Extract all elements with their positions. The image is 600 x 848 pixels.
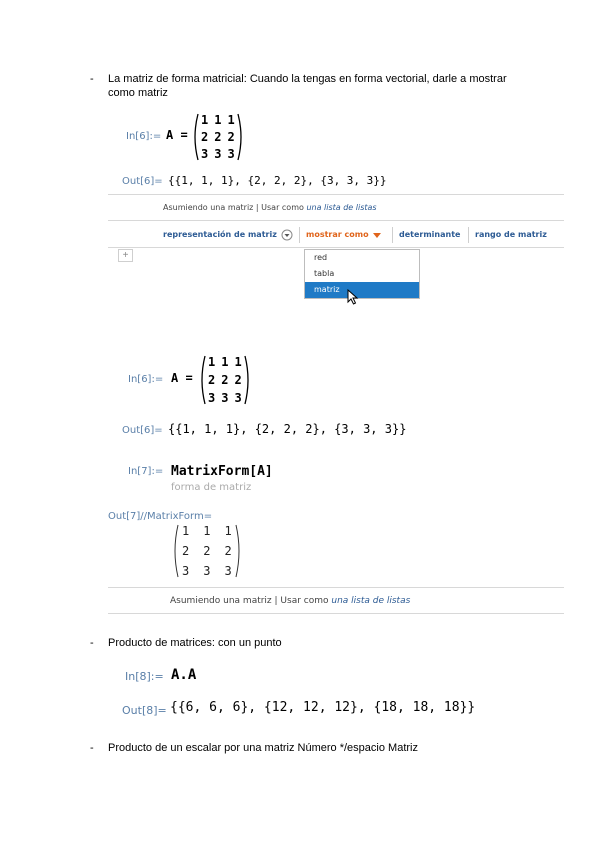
matrix-cell: 2 [224,544,232,558]
matrix-grid [179,524,235,578]
bullet-text-matriz-forma: La matriz de forma matricial: Cuando la tengas en forma vectorial, darle a mostrar como matriz [108,73,507,99]
input7-label: In[7]:= [128,466,164,477]
matrix-cell: 1 [208,355,216,369]
tab-label: representación de matriz [163,230,277,239]
output8-value: {{6, 6, 6}, {12, 12, 12}, {18, 18, 18}} [170,700,476,715]
tab-mostrar-como[interactable] [300,227,393,243]
input7-hint: forma de matriz [171,482,252,493]
matrix-display [198,355,252,405]
assumption-link[interactable]: una lista de listas [306,203,377,212]
right-paren-icon [244,355,252,405]
wolfram-bar-divider [108,587,564,588]
wolfram-bar-bottom-divider [108,613,564,614]
mouse-cursor-icon [347,289,359,305]
tab-label: rango de matriz [475,230,547,239]
assumption-hint [163,203,377,212]
matrixform-display [171,524,243,578]
left-paren-icon [171,524,179,578]
input7-code: MatrixForm[A] [171,464,273,479]
output-value: {{1, 1, 1}, {2, 2, 2}, {3, 3, 3}} [168,422,407,436]
wolfram-bar-divider [108,194,564,195]
tabs-bottom-divider [108,247,564,248]
bullet-dash: - [90,742,94,754]
matrix-display [191,113,245,161]
matrix-cell: 3 [203,564,211,578]
output-label: Out[6]= [122,425,163,436]
input8-code: A.A [171,667,197,683]
matrix-cell: 1 [201,113,209,127]
assumption-text: Asumiendo una matriz | Usar como [163,203,304,212]
matrix-cell: 1 [234,355,242,369]
add-plus-button[interactable]: + [118,249,133,262]
dropdown-item-matriz[interactable]: matriz [305,282,419,298]
matrix-grid [206,355,244,405]
matrix-cell: 2 [203,544,211,558]
matrix-cell: 3 [234,391,242,405]
left-paren-icon [198,355,206,405]
dropdown-circle-icon [281,229,293,241]
tabs-divider [108,220,564,221]
tab-label: determinante [399,230,461,239]
matrix-cell: 3 [201,147,209,161]
matrix-cell: 1 [227,113,235,127]
matrix-cell: 2 [201,130,209,144]
output8-label: Out[8]= [122,704,167,717]
matrix-grid [199,113,237,161]
matrix-cell: 3 [221,391,229,405]
right-paren-icon [235,524,243,578]
assumption-link[interactable]: una lista de listas [331,596,411,606]
matrix-cell: 1 [221,355,229,369]
bullet-text-producto-escalar: Producto de un escalar por una matriz Número */espacio Matriz [108,742,418,754]
tab-determinante[interactable] [393,227,469,243]
output7-label: Out[7]//MatrixForm= [108,511,213,522]
matrix-cell: 1 [214,113,222,127]
right-paren-icon [237,113,245,161]
matrix-cell: 2 [221,373,229,387]
matrix-cell: 3 [227,147,235,161]
input-code: A = [166,128,188,142]
matrix-cell: 2 [208,373,216,387]
matrix-cell: 3 [182,564,190,578]
matrix-cell: 2 [214,130,222,144]
assumption-text: Asumiendo una matriz | Usar como [170,596,329,606]
left-paren-icon [191,113,199,161]
matrix-cell: 2 [182,544,190,558]
matrix-cell: 1 [182,524,190,538]
bullet-text-producto-matrices: Producto de matrices: con un punto [108,637,282,649]
input-label: In[6]:= [128,374,164,385]
dropdown-item-tabla[interactable]: tabla [314,269,335,278]
bullet-dash: - [90,637,94,649]
input-code: A = [171,371,193,385]
tab-rango[interactable] [469,227,553,243]
matrix-cell: 3 [214,147,222,161]
result-tabs [157,227,553,243]
tab-representacion[interactable] [157,227,300,243]
mostrar-como-dropdown [304,249,420,299]
matrix-cell: 3 [208,391,216,405]
matrix-cell: 2 [227,130,235,144]
tab-label: mostrar como [306,230,369,239]
output-label: Out[6]= [122,176,163,187]
matrix-cell: 2 [234,373,242,387]
dropdown-item-red[interactable]: red [314,253,328,262]
assumption-hint [170,596,410,606]
input-label: In[6]:= [126,131,162,142]
matrix-cell: 1 [203,524,211,538]
matrix-cell: 1 [224,524,232,538]
input8-label: In[8]:= [125,670,164,683]
matrix-cell: 3 [224,564,232,578]
output-value: {{1, 1, 1}, {2, 2, 2}, {3, 3, 3}} [168,174,387,187]
triangle-down-icon [373,231,381,239]
bullet-dash: - [90,73,94,85]
